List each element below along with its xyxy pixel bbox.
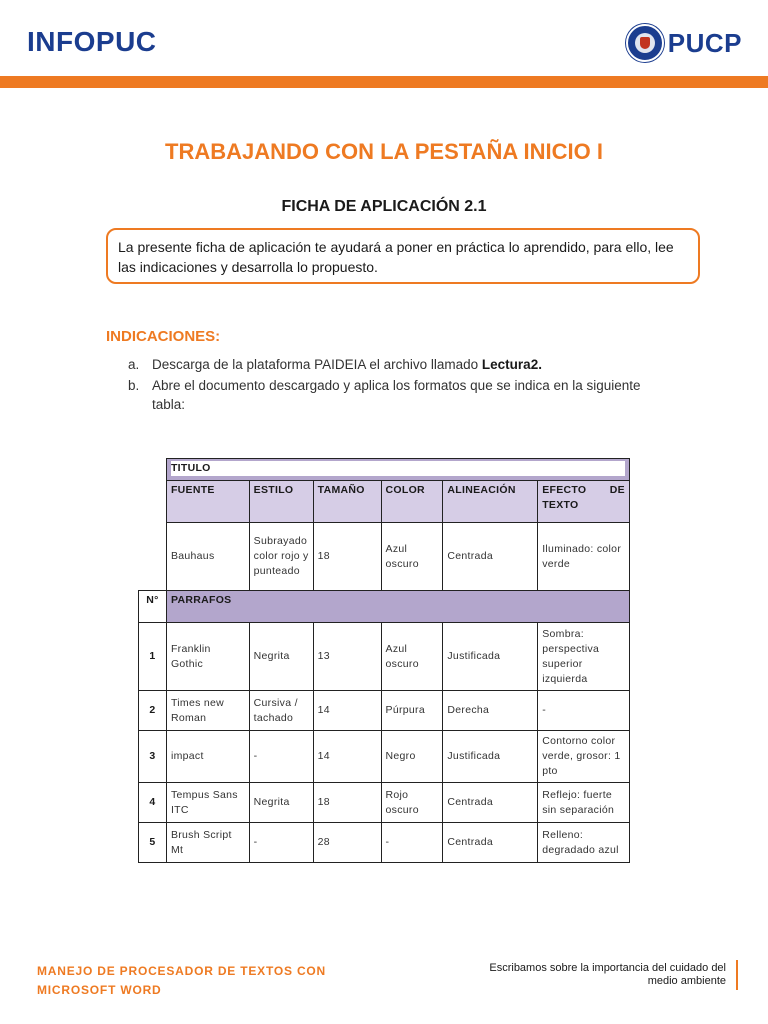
footer-divider <box>736 960 738 990</box>
indicaciones-list <box>128 355 668 416</box>
step-a-text: Descarga de la plataforma PAIDEIA el archivo llamado <box>152 357 482 372</box>
cell-alineacion: Justificada <box>443 731 538 783</box>
header-efecto: EFECTO DE TEXTO <box>538 481 630 523</box>
cell-fuente: Bauhaus <box>166 523 249 591</box>
brand-prefix: INFO <box>27 26 96 57</box>
table-row <box>139 623 630 691</box>
brand-suffix: PUC <box>95 26 157 57</box>
cell-alineacion: Centrada <box>443 523 538 591</box>
footer-caption <box>446 962 726 988</box>
cell-efecto: Contorno color verde, grosor: 1 pto <box>538 731 630 783</box>
table-row <box>139 823 630 863</box>
cell-efecto: - <box>538 691 630 731</box>
cell-color: Azul oscuro <box>381 523 443 591</box>
table-row <box>139 481 630 523</box>
cell-efecto: Reflejo: fuerte sin separación <box>538 783 630 823</box>
cell-fuente: impact <box>166 731 249 783</box>
cell-estilo: - <box>249 823 313 863</box>
table-row <box>139 731 630 783</box>
cell-color: Negro <box>381 731 443 783</box>
cell-fuente: Brush Script Mt <box>166 823 249 863</box>
table-row <box>139 691 630 731</box>
cell-fuente: Franklin Gothic <box>166 623 249 691</box>
step-a-filename: Lectura2. <box>481 357 542 372</box>
footer-caption-line-2: medio ambiente <box>647 975 726 987</box>
cell-fuente: Tempus Sans ITC <box>166 783 249 823</box>
table-row <box>139 459 630 481</box>
list-item <box>128 376 668 414</box>
table-row <box>139 783 630 823</box>
cell-color: Azul oscuro <box>381 623 443 691</box>
parrafos-header: PARRAFOS <box>166 591 629 623</box>
cell-alineacion: Centrada <box>443 783 538 823</box>
cell-color: - <box>381 823 443 863</box>
cell-efecto: Iluminado: color verde <box>538 523 630 591</box>
cell-tamano: 28 <box>313 823 381 863</box>
cell-estilo: Subrayado color rojo y punteado <box>249 523 313 591</box>
cell-estilo: Cursiva / tachado <box>249 691 313 731</box>
table-row <box>139 523 630 591</box>
page-subtitle: FICHA DE APLICACIÓN 2.1 <box>281 198 487 215</box>
indicaciones-heading: INDICACIONES: <box>106 328 221 345</box>
table-row <box>139 591 630 623</box>
num-header: N° <box>139 591 167 623</box>
footer-caption-line-1: Escribamos sobre la importancia del cuidado del <box>489 962 726 974</box>
header-estilo: ESTILO <box>249 481 313 523</box>
university-name: PUCP <box>667 27 742 58</box>
row-number: 3 <box>139 731 167 783</box>
infopuc-logo <box>27 26 157 58</box>
cell-alineacion: Derecha <box>443 691 538 731</box>
list-item <box>128 355 668 374</box>
cell-efecto: Relleno: degradado azul <box>538 823 630 863</box>
cell-alineacion: Centrada <box>443 823 538 863</box>
cell-color: Púrpura <box>381 691 443 731</box>
cell-estilo: - <box>249 731 313 783</box>
cell-efecto: Sombra: perspectiva superior izquierda <box>538 623 630 691</box>
cell-tamano: 18 <box>313 523 381 591</box>
header-rule <box>0 76 768 88</box>
pucp-logo <box>626 24 742 62</box>
cell-alineacion: Justificada <box>443 623 538 691</box>
course-line-1: MANEJO DE PROCESADOR DE TEXTOS CON <box>37 964 327 978</box>
course-name <box>37 962 327 1000</box>
university-seal-icon <box>626 24 664 62</box>
page-title: TRABAJANDO CON LA PESTAÑA INICIO I <box>165 139 603 164</box>
step-text <box>152 355 542 374</box>
step-label: b. <box>128 378 140 393</box>
intro-box: La presente ficha de aplicación te ayudará a poner en práctica lo aprendido, para ello, lee las indicaciones y desarrolla lo propuesto. <box>106 228 700 284</box>
cell-tamano: 13 <box>313 623 381 691</box>
cell-estilo: Negrita <box>249 783 313 823</box>
cell-tamano: 18 <box>313 783 381 823</box>
cell-color: Rojo oscuro <box>381 783 443 823</box>
header-tamano: TAMAÑO <box>313 481 381 523</box>
cell-estilo: Negrita <box>249 623 313 691</box>
header-color: COLOR <box>381 481 443 523</box>
cell-tamano: 14 <box>313 691 381 731</box>
row-number: 2 <box>139 691 167 731</box>
cell-fuente: Times new Roman <box>166 691 249 731</box>
row-number: 1 <box>139 623 167 691</box>
titulo-header: TITULO <box>166 459 629 481</box>
format-table <box>138 458 630 863</box>
step-label: a. <box>128 357 140 372</box>
row-number: 5 <box>139 823 167 863</box>
step-b-text: Abre el documento descargado y aplica los formatos que se indica en la siguiente tabla: <box>152 378 641 412</box>
course-line-2: MICROSOFT WORD <box>37 983 162 997</box>
cell-tamano: 14 <box>313 731 381 783</box>
header-alineacion: ALINEACIÓN <box>443 481 538 523</box>
header-fuente: FUENTE <box>166 481 249 523</box>
row-number: 4 <box>139 783 167 823</box>
